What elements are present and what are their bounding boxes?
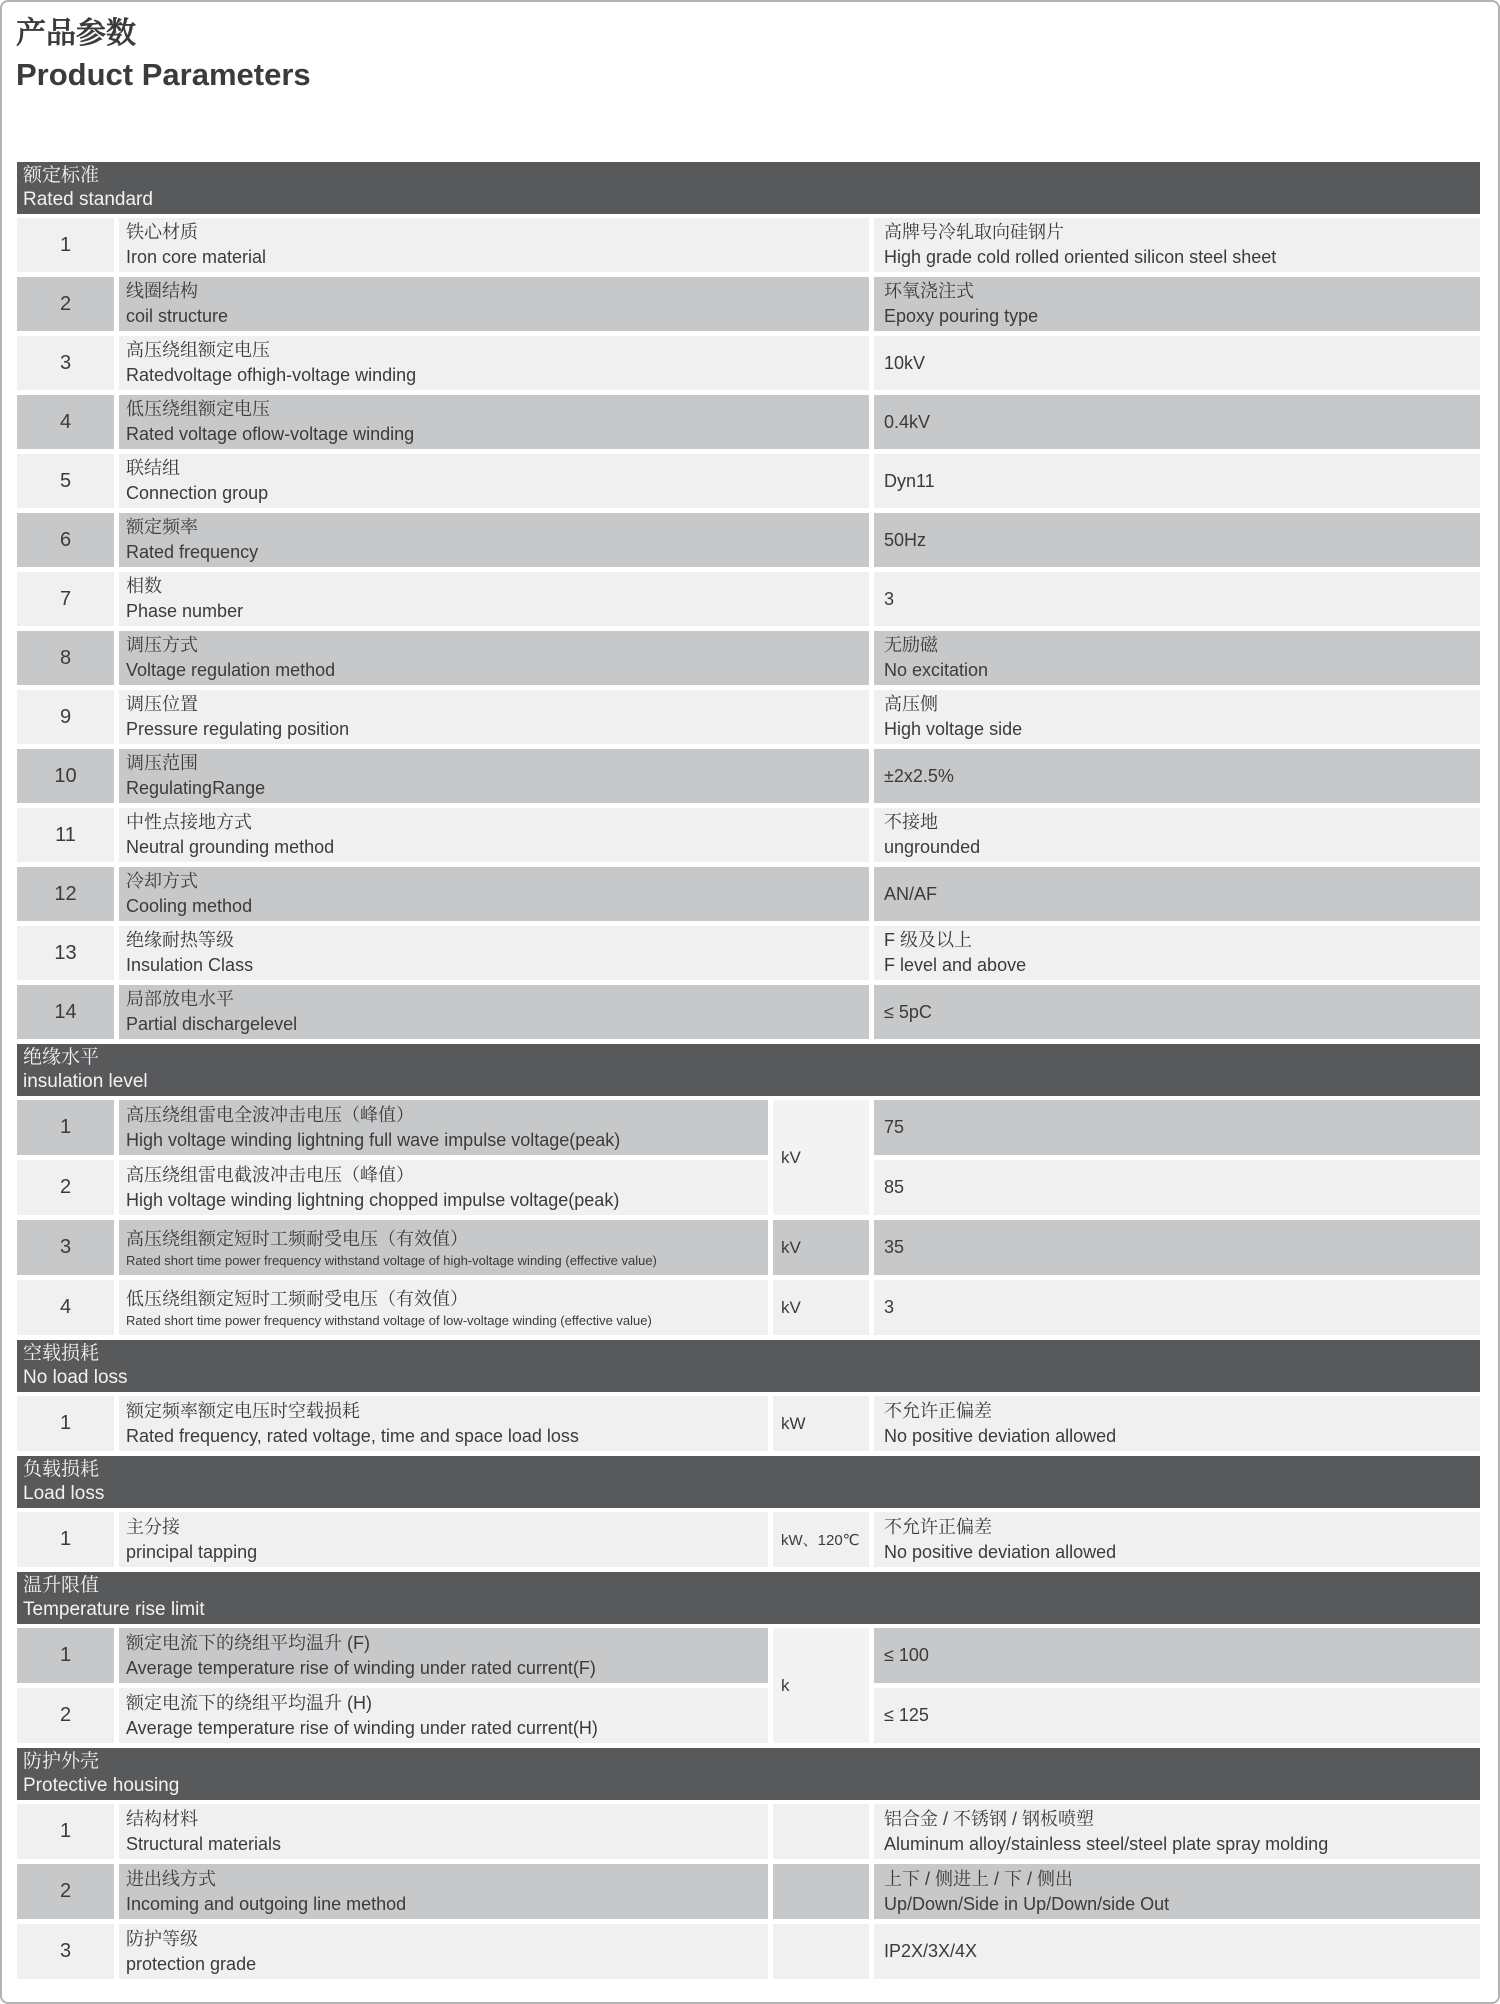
row-name — [119, 1864, 768, 1919]
row-name-en: Neutral grounding method — [126, 837, 335, 857]
row-name — [119, 867, 869, 921]
row-unit — [773, 1864, 869, 1919]
section-header — [17, 1340, 1480, 1392]
row-value — [874, 395, 1480, 449]
row-name-zh: 局部放电水平 — [126, 989, 234, 1009]
row-value — [874, 926, 1480, 980]
section-header — [17, 162, 1480, 214]
row-name — [119, 572, 869, 626]
row-name — [119, 1628, 768, 1683]
row-name-en: Rated frequency — [126, 542, 259, 562]
row-number: 2 — [17, 1160, 114, 1215]
row-name-zh: 高压绕组雷电全波冲击电压（峰值） — [126, 1104, 414, 1125]
row-value — [874, 1804, 1480, 1859]
row-unit: k — [773, 1628, 869, 1743]
row-value — [874, 336, 1480, 390]
page-title-block — [16, 14, 1498, 96]
page-title-zh: 产品参数 — [16, 17, 136, 50]
row-value — [874, 454, 1480, 508]
row-number: 14 — [17, 985, 114, 1039]
row-value-en: High grade cold rolled oriented silicon steel sheet — [884, 247, 1277, 267]
row-value-en: Aluminum alloy/stainless steel/steel plate spray molding — [884, 1833, 1329, 1854]
row-name-en: RegulatingRange — [126, 778, 266, 798]
row-unit: kV — [773, 1220, 869, 1275]
section-rows — [17, 218, 1480, 1039]
row-value — [874, 572, 1480, 626]
row-name-en: Rated short time power frequency withstand voltage of high-voltage winding (effective value) — [126, 1252, 657, 1268]
row-unit — [773, 1804, 869, 1859]
row-name — [119, 926, 869, 980]
row-name-zh: 调压位置 — [126, 694, 198, 714]
section-load-loss — [17, 1456, 1480, 1567]
row-unit: kV — [773, 1280, 869, 1335]
row-unit: kW、120℃ — [773, 1512, 869, 1567]
row-value-zh: 环氧浇注式 — [884, 281, 974, 301]
row-name-zh: 铁心材质 — [126, 222, 198, 242]
row-name-zh: 联结组 — [126, 458, 180, 478]
row-name — [119, 631, 869, 685]
row-name — [119, 808, 869, 862]
row-value — [874, 513, 1480, 567]
section-rows — [17, 1628, 1480, 1743]
row-name-zh: 相数 — [126, 576, 162, 596]
row-name — [119, 277, 869, 331]
row-name-en: High voltage winding lightning chopped impulse voltage(peak) — [126, 1189, 620, 1210]
row-value — [874, 1280, 1480, 1335]
section-rows — [17, 1512, 1480, 1567]
row-value — [874, 1160, 1480, 1215]
row-value — [874, 690, 1480, 744]
row-name — [119, 454, 869, 508]
section-insulation-level — [17, 1044, 1480, 1335]
row-number: 3 — [17, 1924, 114, 1979]
row-name-en: Pressure regulating position — [126, 719, 350, 739]
row-value — [874, 1688, 1480, 1743]
row-name — [119, 1512, 768, 1567]
section-title-zh: 空载损耗 — [23, 1343, 100, 1364]
row-number: 1 — [17, 1512, 114, 1567]
row-number: 6 — [17, 513, 114, 567]
row-name-zh: 高压绕组雷电截波冲击电压（峰值） — [126, 1164, 414, 1185]
row-value — [874, 1512, 1480, 1567]
row-number: 8 — [17, 631, 114, 685]
row-name-zh: 高压绕组额定短时工频耐受电压（有效值） — [126, 1228, 468, 1249]
row-name-zh: 额定电流下的绕组平均温升 (F) — [126, 1632, 370, 1653]
row-value — [874, 1864, 1480, 1919]
row-value-zh: 75 — [884, 1117, 905, 1137]
row-name-zh: 低压绕组额定电压 — [126, 399, 270, 419]
row-unit — [773, 1924, 869, 1979]
row-name-zh: 防护等级 — [126, 1928, 198, 1949]
row-name — [119, 1804, 768, 1859]
row-value-zh: 50Hz — [884, 529, 927, 550]
row-name-zh: 高压绕组额定电压 — [126, 340, 270, 360]
row-name-en: Iron core material — [126, 247, 267, 267]
row-value-zh: 铝合金 / 不锈钢 / 钢板喷塑 — [884, 1808, 1095, 1829]
row-value — [874, 867, 1480, 921]
row-value — [874, 277, 1480, 331]
row-name-en: principal tapping — [126, 1541, 258, 1562]
section-title-zh: 额定标准 — [23, 165, 100, 186]
row-name — [119, 1924, 768, 1979]
row-name — [119, 513, 869, 567]
row-value-en: ungrounded — [884, 837, 981, 857]
row-value-zh: Dyn11 — [884, 470, 935, 491]
row-unit: kV — [773, 1100, 869, 1215]
section-title-en: insulation level — [23, 1071, 148, 1092]
row-number: 3 — [17, 1220, 114, 1275]
row-name — [119, 749, 869, 803]
row-value-zh: ±2x2.5% — [884, 765, 954, 786]
row-value — [874, 749, 1480, 803]
row-value-en: No excitation — [884, 660, 989, 680]
row-value-zh: IP2X/3X/4X — [884, 1941, 978, 1961]
row-number: 2 — [17, 1864, 114, 1919]
section-title-en: Rated standard — [23, 189, 153, 210]
row-value — [874, 1220, 1480, 1275]
section-rated-standard — [17, 162, 1480, 1039]
row-name-zh: 主分接 — [126, 1516, 180, 1537]
row-number: 13 — [17, 926, 114, 980]
row-name-en: Rated short time power frequency withstand voltage of low-voltage winding (effective value) — [126, 1312, 652, 1328]
row-value — [874, 1100, 1480, 1155]
section-header — [17, 1456, 1480, 1508]
section-header — [17, 1044, 1480, 1096]
row-value-zh: 上下 / 侧进上 / 下 / 侧出 — [884, 1868, 1074, 1889]
row-name-en: High voltage winding lightning full wave impulse voltage(peak) — [126, 1129, 621, 1150]
row-name-en: Voltage regulation method — [126, 660, 336, 680]
row-value-zh: 35 — [884, 1237, 905, 1257]
row-number: 5 — [17, 454, 114, 508]
row-name — [119, 1160, 768, 1215]
row-name — [119, 336, 869, 390]
row-number: 10 — [17, 749, 114, 803]
row-value — [874, 1396, 1480, 1451]
row-value-zh: 85 — [884, 1177, 905, 1197]
row-value-en: F level and above — [884, 955, 1027, 975]
row-name-zh: 额定电流下的绕组平均温升 (H) — [126, 1692, 372, 1713]
section-rows — [17, 1100, 1480, 1335]
section-title-zh: 温升限值 — [23, 1575, 100, 1596]
row-value-zh: 不允许正偏差 — [884, 1516, 992, 1537]
row-value — [874, 808, 1480, 862]
row-name-en: Rated voltage oflow-voltage winding — [126, 424, 415, 444]
row-name-zh: 中性点接地方式 — [126, 812, 252, 832]
row-name-zh: 线圈结构 — [126, 281, 198, 301]
row-name-zh: 低压绕组额定短时工频耐受电压（有效值） — [126, 1288, 468, 1309]
row-value-zh: ≤ 5pC — [884, 1001, 932, 1022]
row-value-zh: 无励磁 — [884, 635, 938, 655]
row-value-en: Up/Down/Side in Up/Down/side Out — [884, 1893, 1170, 1914]
row-value-en: No positive deviation allowed — [884, 1541, 1117, 1562]
section-header — [17, 1748, 1480, 1800]
row-value — [874, 1628, 1480, 1683]
row-name-en: protection grade — [126, 1953, 257, 1974]
row-number: 9 — [17, 690, 114, 744]
row-value — [874, 631, 1480, 685]
row-number: 1 — [17, 218, 114, 272]
row-value — [874, 1924, 1480, 1979]
row-number: 1 — [17, 1396, 114, 1451]
row-name-zh: 进出线方式 — [126, 1868, 216, 1889]
section-title-zh: 负载损耗 — [23, 1459, 100, 1480]
row-value — [874, 218, 1480, 272]
row-value-zh: ≤ 125 — [884, 1705, 929, 1725]
row-value-zh: 3 — [884, 588, 895, 609]
row-name-en: Phase number — [126, 601, 244, 621]
section-title-en: No load loss — [23, 1367, 128, 1388]
row-name-zh: 绝缘耐热等级 — [126, 930, 234, 950]
row-name-en: Average temperature rise of winding under rated current(F) — [126, 1657, 596, 1678]
row-name-zh: 调压范围 — [126, 753, 198, 773]
row-number: 4 — [17, 1280, 114, 1335]
row-value-zh: 10kV — [884, 352, 926, 373]
row-unit: kW — [773, 1396, 869, 1451]
row-value-zh: F 级及以上 — [884, 930, 972, 950]
row-name-zh: 结构材料 — [126, 1808, 198, 1829]
row-number: 1 — [17, 1628, 114, 1683]
row-value-zh: 高压侧 — [884, 694, 938, 714]
row-value-zh: 3 — [884, 1297, 895, 1317]
section-title-en: Protective housing — [23, 1775, 180, 1796]
row-value-zh: 不允许正偏差 — [884, 1400, 992, 1421]
row-name — [119, 1280, 768, 1335]
row-number: 11 — [17, 808, 114, 862]
row-number: 1 — [17, 1804, 114, 1859]
section-rows — [17, 1804, 1480, 1979]
section-title-zh: 防护外壳 — [23, 1751, 100, 1772]
row-number: 2 — [17, 277, 114, 331]
parameters-table — [17, 162, 1480, 1979]
row-name-en: Cooling method — [126, 896, 253, 916]
section-header — [17, 1572, 1480, 1624]
row-value-zh: AN/AF — [884, 883, 938, 904]
row-name — [119, 1396, 768, 1451]
row-value — [874, 985, 1480, 1039]
row-number: 7 — [17, 572, 114, 626]
row-name — [119, 1100, 768, 1155]
row-name-en: Structural materials — [126, 1833, 282, 1854]
row-value-zh: 高牌号冷轧取向硅钢片 — [884, 222, 1064, 242]
section-title-en: Load loss — [23, 1483, 105, 1504]
row-name — [119, 218, 869, 272]
row-name — [119, 1688, 768, 1743]
row-name-zh: 调压方式 — [126, 635, 198, 655]
section-title-zh: 绝缘水平 — [23, 1047, 100, 1068]
row-name — [119, 1220, 768, 1275]
row-value-zh: 不接地 — [884, 812, 938, 832]
row-name-zh: 额定频率额定电压时空载损耗 — [126, 1400, 360, 1421]
row-number: 3 — [17, 336, 114, 390]
row-number: 1 — [17, 1100, 114, 1155]
row-number: 2 — [17, 1688, 114, 1743]
section-rows — [17, 1396, 1480, 1451]
section-temperature-rise-limit — [17, 1572, 1480, 1743]
row-value-zh: ≤ 100 — [884, 1645, 929, 1665]
row-name-en: Connection group — [126, 483, 269, 503]
row-name-en: Partial dischargelevel — [126, 1014, 298, 1034]
row-name-en: Incoming and outgoing line method — [126, 1893, 407, 1914]
row-number: 12 — [17, 867, 114, 921]
row-value-zh: 0.4kV — [884, 411, 931, 432]
row-value-en: No positive deviation allowed — [884, 1425, 1117, 1446]
section-no-load-loss — [17, 1340, 1480, 1451]
row-name-en: Insulation Class — [126, 955, 254, 975]
row-number: 4 — [17, 395, 114, 449]
row-name-en: Average temperature rise of winding under rated current(H) — [126, 1717, 598, 1738]
row-value-en: Epoxy pouring type — [884, 306, 1039, 326]
row-name-en: Ratedvoltage ofhigh-voltage winding — [126, 365, 417, 385]
row-name-en: coil structure — [126, 306, 229, 326]
row-name-zh: 冷却方式 — [126, 871, 198, 891]
section-protective-housing — [17, 1748, 1480, 1979]
row-name-en: Rated frequency, rated voltage, time and space load loss — [126, 1425, 579, 1446]
row-name — [119, 690, 869, 744]
page-title-en: Product Parameters — [16, 57, 311, 92]
section-title-en: Temperature rise limit — [23, 1599, 205, 1620]
row-name — [119, 395, 869, 449]
row-name — [119, 985, 869, 1039]
row-name-zh: 额定频率 — [126, 517, 198, 537]
row-value-en: High voltage side — [884, 719, 1023, 739]
